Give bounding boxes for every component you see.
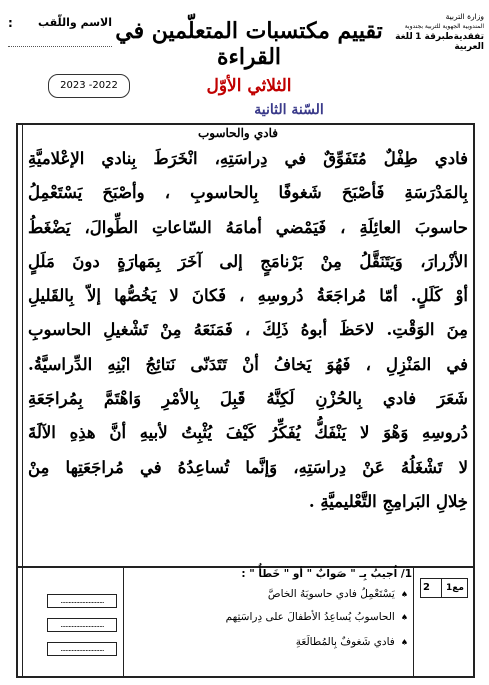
- score-criterion: مع1: [446, 583, 464, 593]
- story-title: فادي والحاسوب: [197, 126, 279, 140]
- district-number: طبرقة 1: [415, 32, 454, 42]
- bullet-icon: ♠: [400, 638, 408, 647]
- story-line: مِنَ الوَقْتِ. لاحَظَ أبوهُ ذَلِكَ ، فَمَنَعَهُ مِنْ تَشْغيلِ الحاسوبِ: [28, 320, 468, 340]
- exam-title-block: [114, 18, 384, 118]
- subject-short: للغة: [395, 32, 413, 42]
- bullet-icon: ♠: [400, 613, 408, 622]
- institution-block: [394, 12, 484, 52]
- answer-box-3[interactable]: ............................: [47, 642, 117, 656]
- exam-grade: السّنة الثانية: [254, 102, 324, 118]
- story-text: [28, 142, 468, 519]
- score-separator: [441, 579, 442, 597]
- page-header: [4, 8, 484, 118]
- subject-lang: العربية: [454, 42, 484, 52]
- directorate-label: المندوبية الجهوية للتربية بجندوبة: [404, 23, 484, 30]
- district-label: تفقدية: [453, 32, 484, 42]
- statement-text: يَسْتَعْمِلُ فادي حاسوبَهُ الخاصَّ: [267, 588, 395, 600]
- bullet-icon: ♠: [400, 590, 408, 599]
- exercise-margin-line: [22, 567, 23, 677]
- school-year: 2023 -2022: [48, 74, 130, 98]
- score-column-divider: [413, 567, 414, 677]
- story-line: حاسوبَ العائِلَةِ ، فَيَمْضي أمامَهُ السّاعاتِ الطِّوالَ، يَضْغَطُ: [28, 217, 468, 237]
- statement-text: الحاسوبُ يُساعِدُ الأطفالَ على دِراسَتِهم: [225, 611, 395, 623]
- story-line: شَعَرَ فادي بِالحُزْنِ لَكِنَّهُ قَبِلَ بِالأمْرِ وَاهْتَمَّ بِمُراجَعَةِ: [28, 389, 468, 409]
- name-field[interactable]: [8, 46, 112, 47]
- story-line: فادي طِفْلٌ مُتَفَوِّقٌ في دِراسَتِهِ، انْخَرَطَ بِنادي الإعْلاميَّةِ: [28, 149, 468, 168]
- statement-3: [140, 636, 408, 648]
- ministry-label: وزارة التربية: [445, 12, 484, 21]
- story-line: في المَنْزِلِ ، فَهُوَ يَخافُ أنْ تَتَدَنّى نَتائِجُ ابْنِهِ الدِّراسيَّةُ.: [28, 354, 468, 374]
- statement-2: [140, 611, 408, 623]
- story-line: لا تَشْغَلُهُ عَنْ دِراسَتِهِ، وَإنَّما تُساعِدُهُ في مُراجَعَتِها مِنْ: [28, 457, 468, 477]
- answer-box-1[interactable]: ............................: [47, 594, 117, 608]
- exam-title: تقييم مكتسبات المتعلّمين في القراءة: [115, 18, 383, 70]
- statement-1: [140, 588, 408, 600]
- story-line: بِالمَدْرَسَةِ فَأصْبَحَ شَغوفًا بِالحاسوبِ ، وأصْبَحَ يَسْتَعْمِلُ: [28, 183, 468, 203]
- name-label: الاسم واللّقب: [37, 16, 112, 29]
- answer-column-divider: [123, 567, 124, 677]
- student-name-area: [4, 16, 118, 96]
- name-colon: :: [8, 16, 13, 30]
- question-instruction: 1/ اُجيبُ بِـ " صَوابٌ " أو " خَطأٌ " :: [241, 568, 412, 580]
- story-line: أوْ كَلَلٍ. أمّا مُراجَعَةُ دُروسِهِ ، فَكانَ لا يَخُصُّها إلاّ بِالقَليلِ: [28, 286, 468, 306]
- exam-term: الثلاثي الأوّل: [206, 76, 292, 96]
- story-line: الأزْرارَ، وَيَتَنَقَّلُ مِنْ بَرْنامَجٍ إلى آخَرَ بِمَهارَةٍ دونَ مَلَلٍ: [28, 251, 468, 271]
- score-box: [420, 578, 468, 598]
- score-right: 2: [423, 582, 430, 593]
- answer-box-2[interactable]: ............................: [47, 618, 117, 632]
- story-line: خِلالِ البَرامِجِ التَّعْليميَّةِ .: [308, 491, 468, 511]
- story-line: دُروسِهِ وَهْوَ لا يَنْفَكُّ يُفَكِّرُ كَيْفَ يُثْبِتُ لأبيهِ أنَّ هذِهِ الآلَةَ: [28, 423, 468, 443]
- statement-text: فادي شَغوفٌ بِالمُطالَعَةِ: [295, 636, 395, 648]
